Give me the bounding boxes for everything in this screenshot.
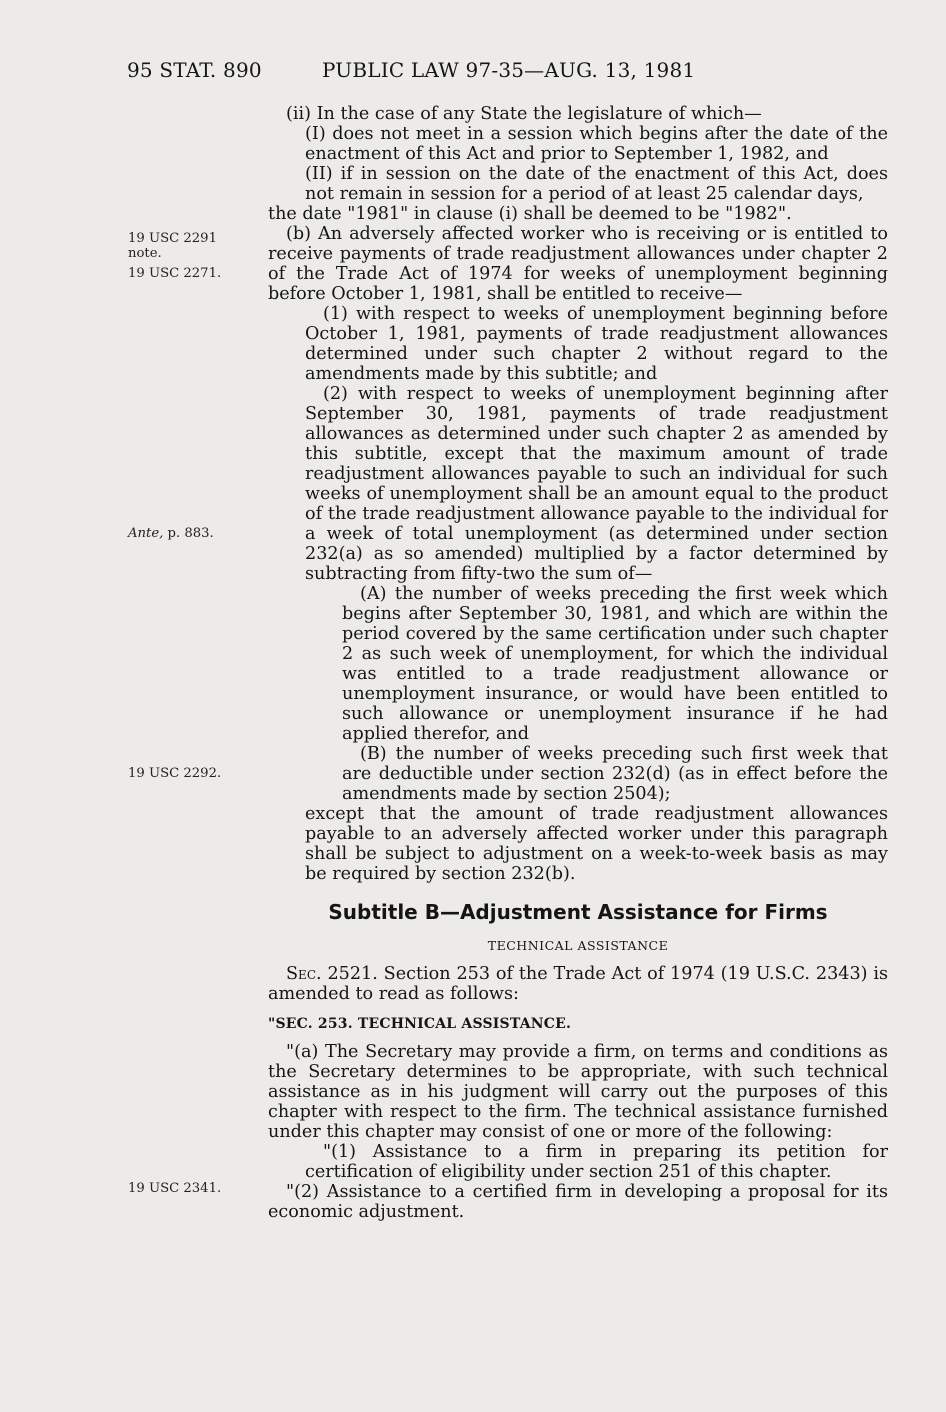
para-a1: "(1) Assistance to a firm in preparing its petition for certification of eligibility under section 251 of this chapter.	[305, 1142, 888, 1182]
para-I	[268, 124, 888, 164]
para-B: (B) the number of weeks preceding such first week that are deductible under section 232(d) (as in effect before the amendments made by section 2504);	[342, 744, 888, 804]
margin-note-usc-2271: 19 USC 2271.	[128, 266, 222, 281]
para-a: "(a) The Secretary may provide a firm, on terms and conditions as the Secretary determines to be appropriate, with such technical assistance as in his judgment will carry out the purposes of this chapter with respect to the firm. The technical assistance furnished under this chapter may consist of one or more of the following:	[268, 1042, 888, 1142]
para-I-text: (I) does not meet in a session which begins after the date of the enactment of this Act and prior to September 1, 1982, and	[305, 124, 888, 164]
para-sec-2521	[268, 964, 888, 1004]
para-1: (1) with respect to weeks of unemployment beginning before October 1, 1981, payments of trade readjustment allowances determined under such chapter 2 without regard to the amendments made by this subtitle; and	[305, 304, 888, 384]
sec-abbrev: Sec.	[286, 964, 322, 984]
margin-note-ante-page: p. 883.	[163, 526, 214, 541]
para-b: (b) An adversely affected worker who is receiving or is entitled to receive payments of trade readjustment allowances under chapter 2 of the Trade Act of 1974 for weeks of unemployment beginning before October 1, 1981, shall be entitled to receive—	[268, 224, 888, 304]
margin-note-usc-2291-note: note.	[128, 246, 162, 261]
margin-note-usc-2341: 19 USC 2341.	[128, 1181, 222, 1196]
margin-note-usc-2291	[128, 231, 217, 261]
para-II: (II) if in session on the date of the enactment of this Act, does not remain in session for a period of at least 25 calendar days,	[305, 164, 888, 204]
para-except: except that the amount of trade readjustment allowances payable to an adversely affected worker under this paragraph shall be subject to adjustment on a week-to-week basis as may be required by section 232(b).	[305, 804, 888, 884]
subtitle-heading: Subtitle B—Adjustment Assistance for Firms	[328, 900, 828, 924]
para-sec-2521-text: 2521. Section 253 of the Trade Act of 1974 (19 U.S.C. 2343) is amended to read as follows:	[268, 964, 889, 1004]
para-ii: (ii) In the case of any State the legislature of which—	[286, 104, 762, 124]
margin-note-usc-2291-line: 19 USC 2291	[128, 231, 217, 246]
para-a2: "(2) Assistance to a certified firm in developing a proposal for its economic adjustment.	[268, 1182, 888, 1222]
para-2: (2) with respect to weeks of unemployment beginning after September 30, 1981, payments of trade readjustment allowances as determined under such chapter 2 as amended by this subtitle, except that the maximum amount of trade readjustment allowances payable to such an individual for such weeks of unemployment shall be an amount equal to the product of the trade readjustment allowance payable to the individual for a week of total unemployment (as determined under section 232(a) as so amended) multiplied by a factor determined by subtracting from fifty-two the sum of—	[305, 384, 888, 584]
margin-note-ante-italic: Ante,	[128, 526, 164, 541]
section-253-heading: "SEC. 253. TECHNICAL ASSISTANCE.	[268, 1016, 572, 1032]
page-header-title: PUBLIC LAW 97-35—AUG. 13, 1981	[322, 58, 696, 82]
margin-note-ante	[128, 526, 214, 541]
para-A: (A) the number of weeks preceding the first week which begins after September 30, 1981, and which are within the period covered by the same certification under such chapter 2 as such week of unemployment, for which the individual was entitled to a trade readjustment allowance or unemployment insurance, or would have been entitled to such allowance or unemployment insurance if he had applied therefor, and	[342, 584, 888, 744]
technical-assistance-heading: TECHNICAL ASSISTANCE	[487, 938, 669, 953]
para-ii-tail: the date "1981" in clause (i) shall be deemed to be "1982".	[268, 204, 792, 224]
page-header-stat: 95 STAT. 890	[127, 58, 262, 82]
margin-note-usc-2292: 19 USC 2292.	[128, 766, 222, 781]
main-text-block	[268, 104, 888, 1222]
